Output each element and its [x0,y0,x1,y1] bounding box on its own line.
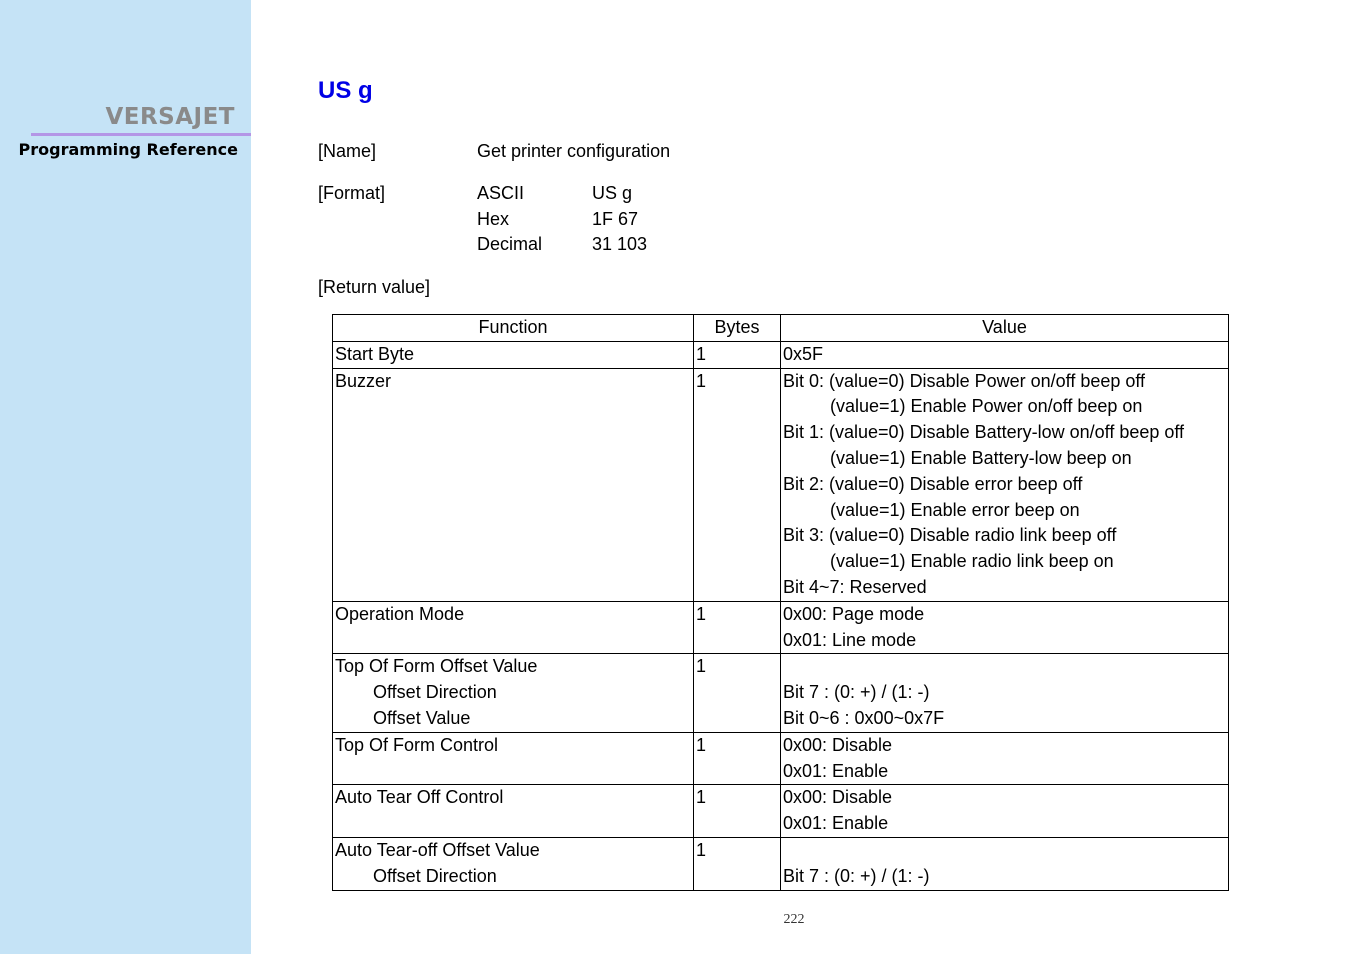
cell-value [781,785,1229,838]
function-line: Auto Tear-off Offset Value [335,839,540,860]
value-line [783,838,1226,864]
value-line: Bit 3: (value=0) Disable radio link beep off [783,525,1117,546]
function-line: Offset Direction [373,682,497,703]
value-line: 0x01: Enable [783,760,889,781]
return-value-label: [Return value] [318,277,431,297]
value-line: Bit 1: (value=0) Disable Battery-low on/off beep off [783,422,1185,443]
value-line: 0x01: Enable [783,813,889,834]
value-line: (value=1) Enable Battery-low beep on [830,447,1132,468]
cell-function [333,654,694,732]
table-row [333,601,1229,654]
value-line [783,654,1226,680]
cell-function [333,837,694,890]
value-line: 0x00: Disable [783,787,893,808]
cell-function [333,785,694,838]
value-line: (value=1) Enable Power on/off beep on [830,396,1143,417]
cell-function [333,601,694,654]
format-kind-decimal: Decimal [477,234,543,254]
return-value-table [332,314,1229,891]
cell-bytes: 1 [694,368,781,601]
value-line: 0x00: Page mode [783,603,925,624]
cell-function [333,341,694,368]
function-line: Start Byte [335,343,415,364]
format-label: [Format] [318,183,386,203]
name-value: Get printer configuration [477,141,671,161]
value-line: 0x01: Line mode [783,629,917,650]
cell-value [781,837,1229,890]
table-row [333,785,1229,838]
value-line: Bit 2: (value=0) Disable error beep off [783,473,1083,494]
page-number: 222 [783,912,805,927]
function-line: Offset Direction [373,865,497,886]
table-row [333,341,1229,368]
format-value-ascii: US g [592,183,633,203]
format-value-hex: 1F 67 [592,209,639,229]
page-title: US g [318,77,373,104]
header-bytes: Bytes [694,315,781,342]
cell-value [781,601,1229,654]
cell-value [781,732,1229,785]
function-line: Operation Mode [335,603,465,624]
value-line: Bit 4~7: Reserved [783,576,927,597]
table-header-row [333,315,1229,342]
function-line: Buzzer [335,370,392,391]
cell-bytes: 1 [694,785,781,838]
function-line: Top Of Form Offset Value [335,656,538,677]
format-kind-ascii: ASCII [477,183,525,203]
value-line: 0x5F [783,343,824,364]
cell-bytes: 1 [694,601,781,654]
value-line: Bit 7 : (0: +) / (1: -) [783,865,930,886]
function-line: Auto Tear Off Control [335,787,504,808]
value-line: (value=1) Enable error beep on [830,499,1080,520]
cell-function [333,368,694,601]
cell-value [781,368,1229,601]
name-label: [Name] [318,141,377,161]
cell-value [781,654,1229,732]
cell-bytes: 1 [694,732,781,785]
format-value-decimal: 31 103 [592,234,648,254]
cell-bytes: 1 [694,341,781,368]
value-line: Bit 0: (value=0) Disable Power on/off beep off [783,370,1146,391]
cell-function [333,732,694,785]
table-row [333,654,1229,732]
value-line: Bit 7 : (0: +) / (1: -) [783,682,930,703]
function-line: Offset Value [373,707,471,728]
function-line: Top Of Form Control [335,734,499,755]
header-value: Value [781,315,1229,342]
brand-divider [31,133,251,136]
cell-value [781,341,1229,368]
table-row [333,732,1229,785]
value-line: 0x00: Disable [783,734,893,755]
table-row [333,368,1229,601]
brand-logo: VERSAJET [105,104,235,130]
cell-bytes: 1 [694,837,781,890]
cell-bytes: 1 [694,654,781,732]
format-kind-hex: Hex [477,209,510,229]
value-line: Bit 0~6 : 0x00~0x7F [783,707,945,728]
value-line: (value=1) Enable radio link beep on [830,551,1114,572]
document-subtitle: Programming Reference [18,140,238,159]
table-row [333,837,1229,890]
sidebar [0,0,251,954]
header-function: Function [333,315,694,342]
